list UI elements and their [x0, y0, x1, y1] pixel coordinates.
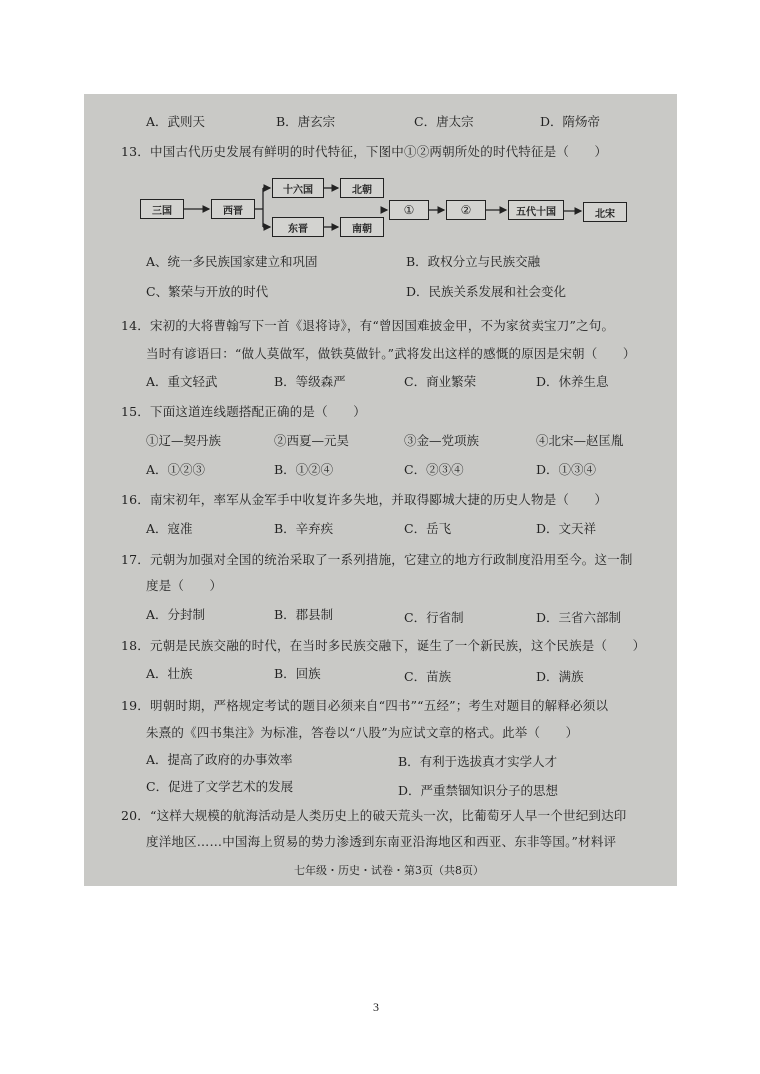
q19-option-d: D．严重禁锢知识分子的思想: [398, 783, 559, 798]
q16-option-b: B．辛弃疾: [274, 521, 334, 536]
box-sanguo: 三国: [140, 199, 184, 219]
q17-option-d: D．三省六部制: [536, 610, 622, 625]
q16-option-d: D．文天祥: [536, 521, 597, 536]
q15-option-d: D．①③④: [536, 462, 597, 477]
box-beichao: 北朝: [340, 178, 384, 198]
q16-stem: 16．南宋初年，率军从金军手中收复许多失地，并取得郾城大捷的历史人物是（ ）: [121, 492, 608, 507]
q13-option-b: B．政权分立与民族交融: [406, 254, 541, 269]
q14-stem-line2: 当时有谚语曰：“做人莫做军，做铁莫做针。”武将发出这样的感慨的原因是宋朝（ ）: [146, 346, 636, 361]
q15-option-c: C．②③④: [404, 462, 464, 477]
q12-option-d: D．隋炀帝: [540, 114, 601, 129]
q13-option-a: A、统一多民族国家建立和巩固: [146, 254, 318, 269]
q15-stem: 15．下面这道连线题搭配正确的是（ ）: [121, 404, 366, 419]
q18-option-d: D．满族: [536, 669, 584, 684]
q18-option-c: C．苗族: [404, 669, 452, 684]
box-circle-2: ②: [446, 200, 486, 220]
q15-option-b: B．①②④: [274, 462, 334, 477]
q13-stem: 13．中国古代历史发展有鲜明的时代特征，下图中①②两朝所处的时代特征是（ ）: [121, 144, 608, 159]
exam-footer: 七年级・历史・试卷・第3页（共8页）: [294, 864, 484, 877]
q17-option-c: C．行省制: [404, 610, 464, 625]
box-wudai: 五代十国: [508, 200, 564, 220]
q17-stem-line1: 17．元朝为加强对全国的统治采取了一系列措施，它建立的地方行政制度沿用至今。这一制: [121, 552, 633, 567]
q15-pair-2: ②西夏—元昊: [274, 433, 350, 448]
q14-option-b: B．等级森严: [274, 374, 346, 389]
q15-pair-1: ①辽—契丹族: [146, 433, 222, 448]
scanned-exam-page: [84, 94, 677, 886]
box-nanchao: 南朝: [340, 217, 384, 237]
q18-option-a: A．壮族: [146, 666, 193, 681]
q14-option-d: D．休养生息: [536, 374, 609, 389]
q19-option-b: B．有利于选拔真才实学人才: [398, 754, 558, 769]
q19-stem-line1: 19．明朝时期，严格规定考试的题目必须来自“四书”“五经”；考生对题目的解释必须以: [121, 698, 609, 713]
q18-stem: 18．元朝是民族交融的时代，在当时多民族交融下，诞生了一个新民族，这个民族是（ ）: [121, 638, 646, 653]
q13-option-c: C、繁荣与开放的时代: [146, 284, 269, 299]
q18-option-b: B．回族: [274, 666, 321, 681]
q15-option-a: A．①②③: [146, 462, 206, 477]
q14-option-c: C．商业繁荣: [404, 374, 477, 389]
q17-stem-line2: 度是（ ）: [146, 578, 223, 593]
q15-pair-4: ④北宋—赵匡胤: [536, 433, 624, 448]
page-number: 3: [373, 1000, 379, 1014]
q16-option-c: C．岳飞: [404, 521, 452, 536]
q12-option-a: A．武则天: [146, 114, 206, 129]
q13-option-d: D．民族关系发展和社会变化: [406, 284, 567, 299]
q14-stem-line1: 14．宋初的大将曹翰写下一首《退将诗》，有“曾因国难披金甲，不为家贫卖宝刀”之句。: [121, 318, 615, 333]
box-shiliuguo: 十六国: [272, 178, 324, 198]
q19-option-c: C．促进了文学艺术的发展: [146, 779, 294, 794]
q20-stem-line2: 度洋地区……中国海上贸易的势力渗透到东南亚沿海地区和西亚、东非等国。”材料评: [146, 834, 617, 849]
box-beisong: 北宋: [583, 202, 627, 222]
box-dongjin: 东晋: [272, 217, 324, 237]
q19-stem-line2: 朱熹的《四书集注》为标准，答卷以“八股”为应试文章的格式。此举（ ）: [146, 725, 579, 740]
q14-option-a: A．重文轻武: [146, 374, 218, 389]
box-xijin: 西晋: [211, 199, 255, 219]
q16-option-a: A．寇准: [146, 521, 193, 536]
q15-pair-3: ③金—党项族: [404, 433, 480, 448]
q12-option-b: B．唐玄宗: [276, 114, 336, 129]
q17-option-b: B．郡县制: [274, 607, 334, 622]
q20-stem-line1: 20．“这样大规模的航海活动是人类历史上的破天荒头一次，比葡萄牙人早一个世纪到达印: [121, 808, 627, 823]
q17-option-a: A．分封制: [146, 607, 206, 622]
box-circle-1: ①: [389, 200, 429, 220]
q12-option-c: C．唐太宗: [414, 114, 474, 129]
q19-option-a: A．提高了政府的办事效率: [146, 752, 293, 767]
